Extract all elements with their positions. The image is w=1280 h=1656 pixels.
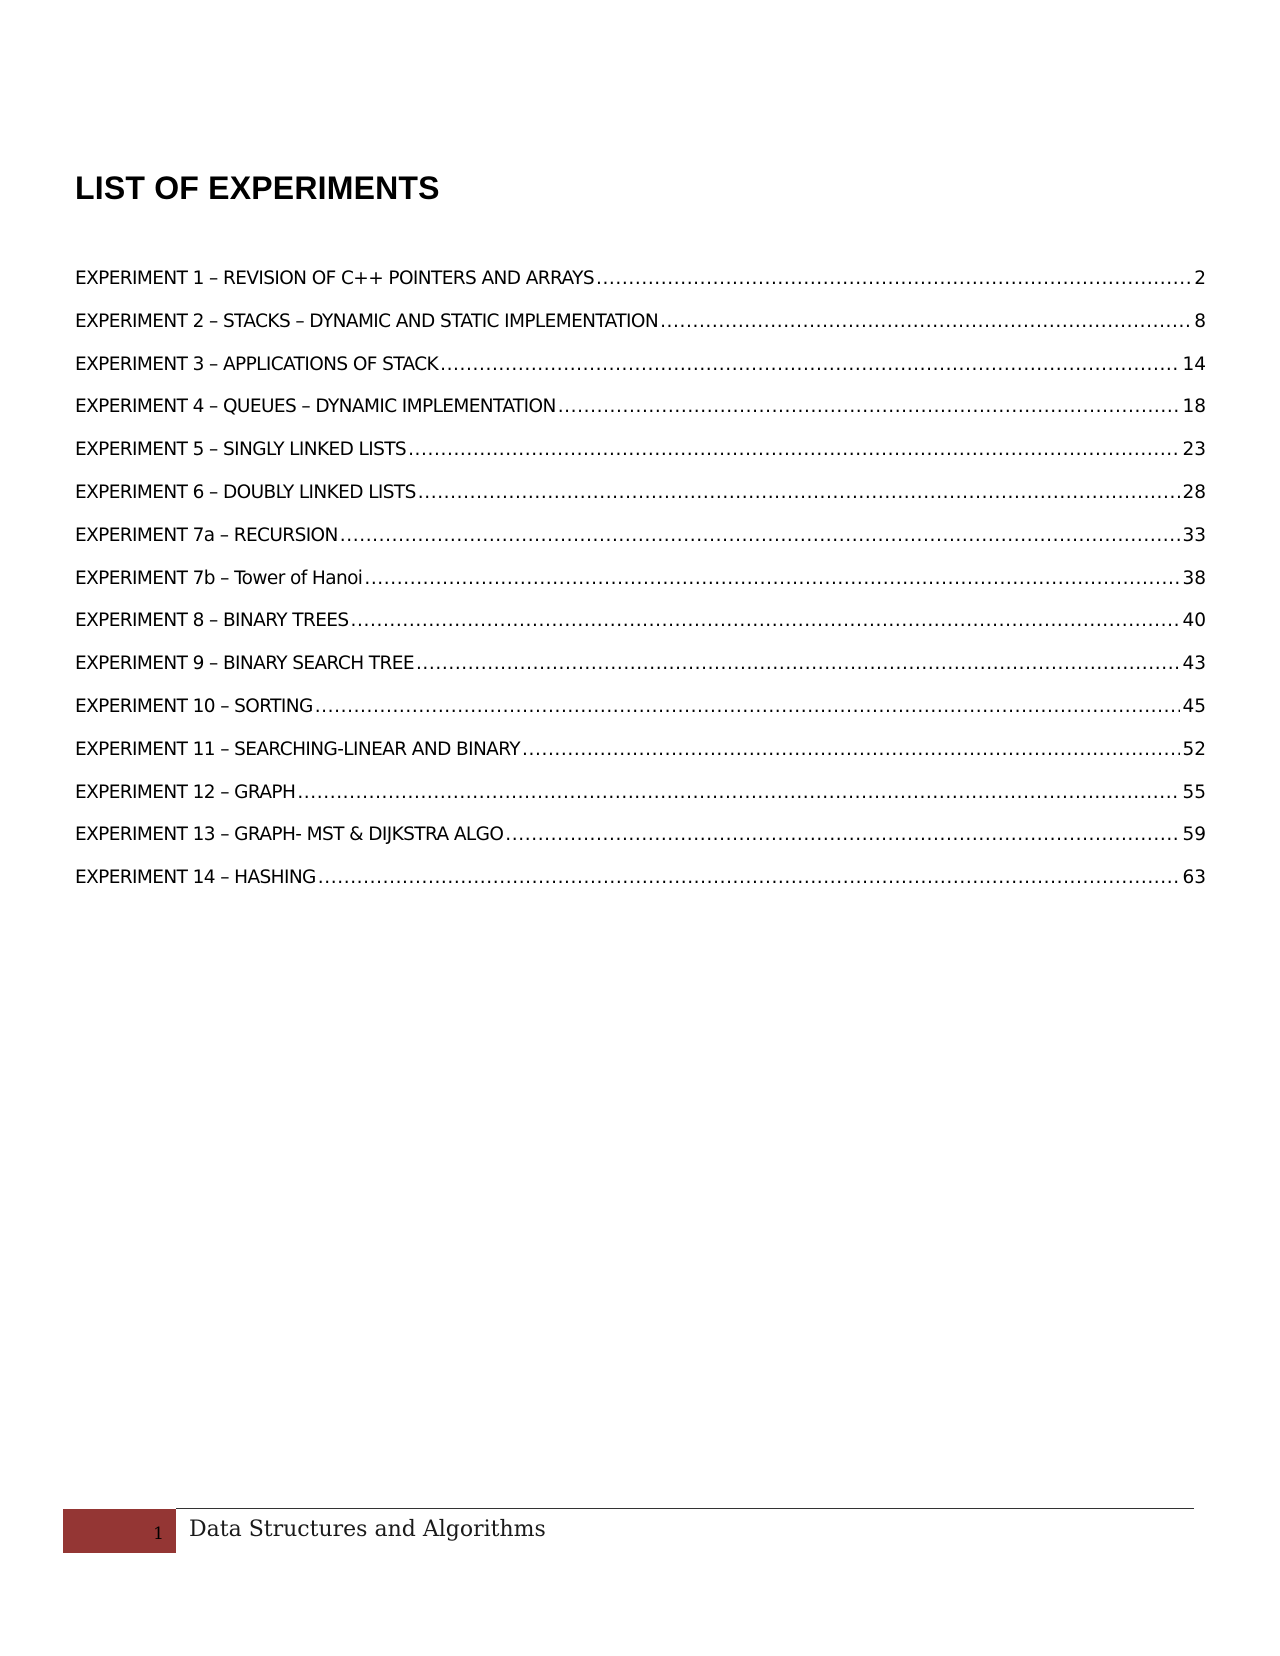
toc-entry-page: 38 — [1182, 567, 1206, 589]
toc-entry-label: EXPERIMENT 3 – APPLICATIONS OF STACK — [75, 353, 439, 375]
toc-entry[interactable] — [75, 653, 1206, 696]
footer-page-number: 1 — [153, 1524, 164, 1544]
toc-entry-label: EXPERIMENT 4 – QUEUES – DYNAMIC IMPLEMENTATION — [75, 396, 556, 418]
toc-dot-leader — [505, 824, 1180, 845]
toc-entry[interactable] — [75, 610, 1206, 653]
footer-page-number-box — [63, 1509, 176, 1553]
toc-entry[interactable] — [75, 696, 1206, 739]
toc-entry[interactable] — [75, 867, 1206, 910]
table-of-contents — [75, 268, 1206, 910]
toc-entry-page: 8 — [1194, 310, 1206, 332]
toc-entry-label: EXPERIMENT 1 – REVISION OF C++ POINTERS AND ARRAYS — [75, 268, 594, 289]
toc-entry[interactable] — [75, 568, 1206, 611]
toc-entry-page: 59 — [1182, 824, 1206, 846]
toc-entry-page: 55 — [1182, 781, 1206, 803]
toc-entry-label: EXPERIMENT 13 – GRAPH- MST & DIJKSTRA ALGO — [75, 824, 504, 846]
toc-entry[interactable] — [75, 268, 1206, 311]
toc-dot-leader — [660, 311, 1192, 332]
toc-entry-page: 14 — [1182, 353, 1206, 375]
toc-entry-label: EXPERIMENT 12 – GRAPH — [75, 781, 296, 803]
toc-entry[interactable] — [75, 354, 1206, 397]
toc-entry-page: 52 — [1182, 738, 1206, 760]
toc-entry[interactable] — [75, 482, 1206, 525]
page-title: LIST OF EXPERIMENTS — [75, 170, 440, 206]
footer-divider — [176, 1508, 1194, 1509]
toc-dot-leader — [408, 439, 1180, 460]
toc-dot-leader — [440, 354, 1180, 375]
toc-entry-label: EXPERIMENT 14 – HASHING — [75, 867, 316, 889]
toc-dot-leader — [418, 482, 1181, 503]
toc-entry-page: 33 — [1182, 524, 1206, 546]
toc-dot-leader — [340, 525, 1181, 546]
toc-entry-page: 28 — [1182, 481, 1206, 503]
toc-entry-page: 18 — [1182, 396, 1206, 418]
toc-entry-page: 40 — [1182, 610, 1206, 632]
toc-entry-label: EXPERIMENT 2 – STACKS – DYNAMIC AND STATIC IMPLEMENTATION — [75, 310, 659, 332]
toc-entry-label: EXPERIMENT 7b – Tower of Hanoi — [75, 567, 363, 589]
toc-entry[interactable] — [75, 525, 1206, 568]
toc-entry[interactable] — [75, 739, 1206, 782]
toc-entry-page: 45 — [1182, 695, 1206, 717]
toc-dot-leader — [558, 396, 1181, 417]
toc-entry-label: EXPERIMENT 6 – DOUBLY LINKED LISTS — [75, 481, 416, 503]
toc-entry-label: EXPERIMENT 9 – BINARY SEARCH TREE — [75, 653, 414, 675]
toc-dot-leader — [315, 696, 1181, 717]
toc-entry-label: EXPERIMENT 8 – BINARY TREES — [75, 610, 349, 632]
toc-dot-leader — [297, 782, 1180, 803]
toc-entry-label: EXPERIMENT 11 – SEARCHING-LINEAR AND BINARY — [75, 738, 521, 760]
toc-entry-label: EXPERIMENT 7a – RECURSION — [75, 524, 338, 546]
toc-entry-label: EXPERIMENT 5 – SINGLY LINKED LISTS — [75, 439, 407, 461]
toc-entry-page: 63 — [1182, 867, 1206, 889]
toc-dot-leader — [364, 568, 1180, 589]
toc-dot-leader — [416, 653, 1181, 674]
toc-entry[interactable] — [75, 782, 1206, 825]
toc-dot-leader — [318, 867, 1181, 888]
toc-entry-page: 2 — [1194, 268, 1206, 289]
toc-entry-label: EXPERIMENT 10 – SORTING — [75, 695, 313, 717]
toc-entry-page: 23 — [1182, 439, 1206, 461]
footer-document-title: Data Structures and Algorithms — [189, 1517, 546, 1542]
toc-dot-leader — [522, 739, 1180, 760]
toc-entry[interactable] — [75, 396, 1206, 439]
toc-entry[interactable] — [75, 439, 1206, 482]
toc-dot-leader — [596, 268, 1192, 289]
toc-entry[interactable] — [75, 824, 1206, 867]
toc-dot-leader — [351, 610, 1181, 631]
toc-entry[interactable] — [75, 311, 1206, 354]
toc-entry-page: 43 — [1182, 653, 1206, 675]
